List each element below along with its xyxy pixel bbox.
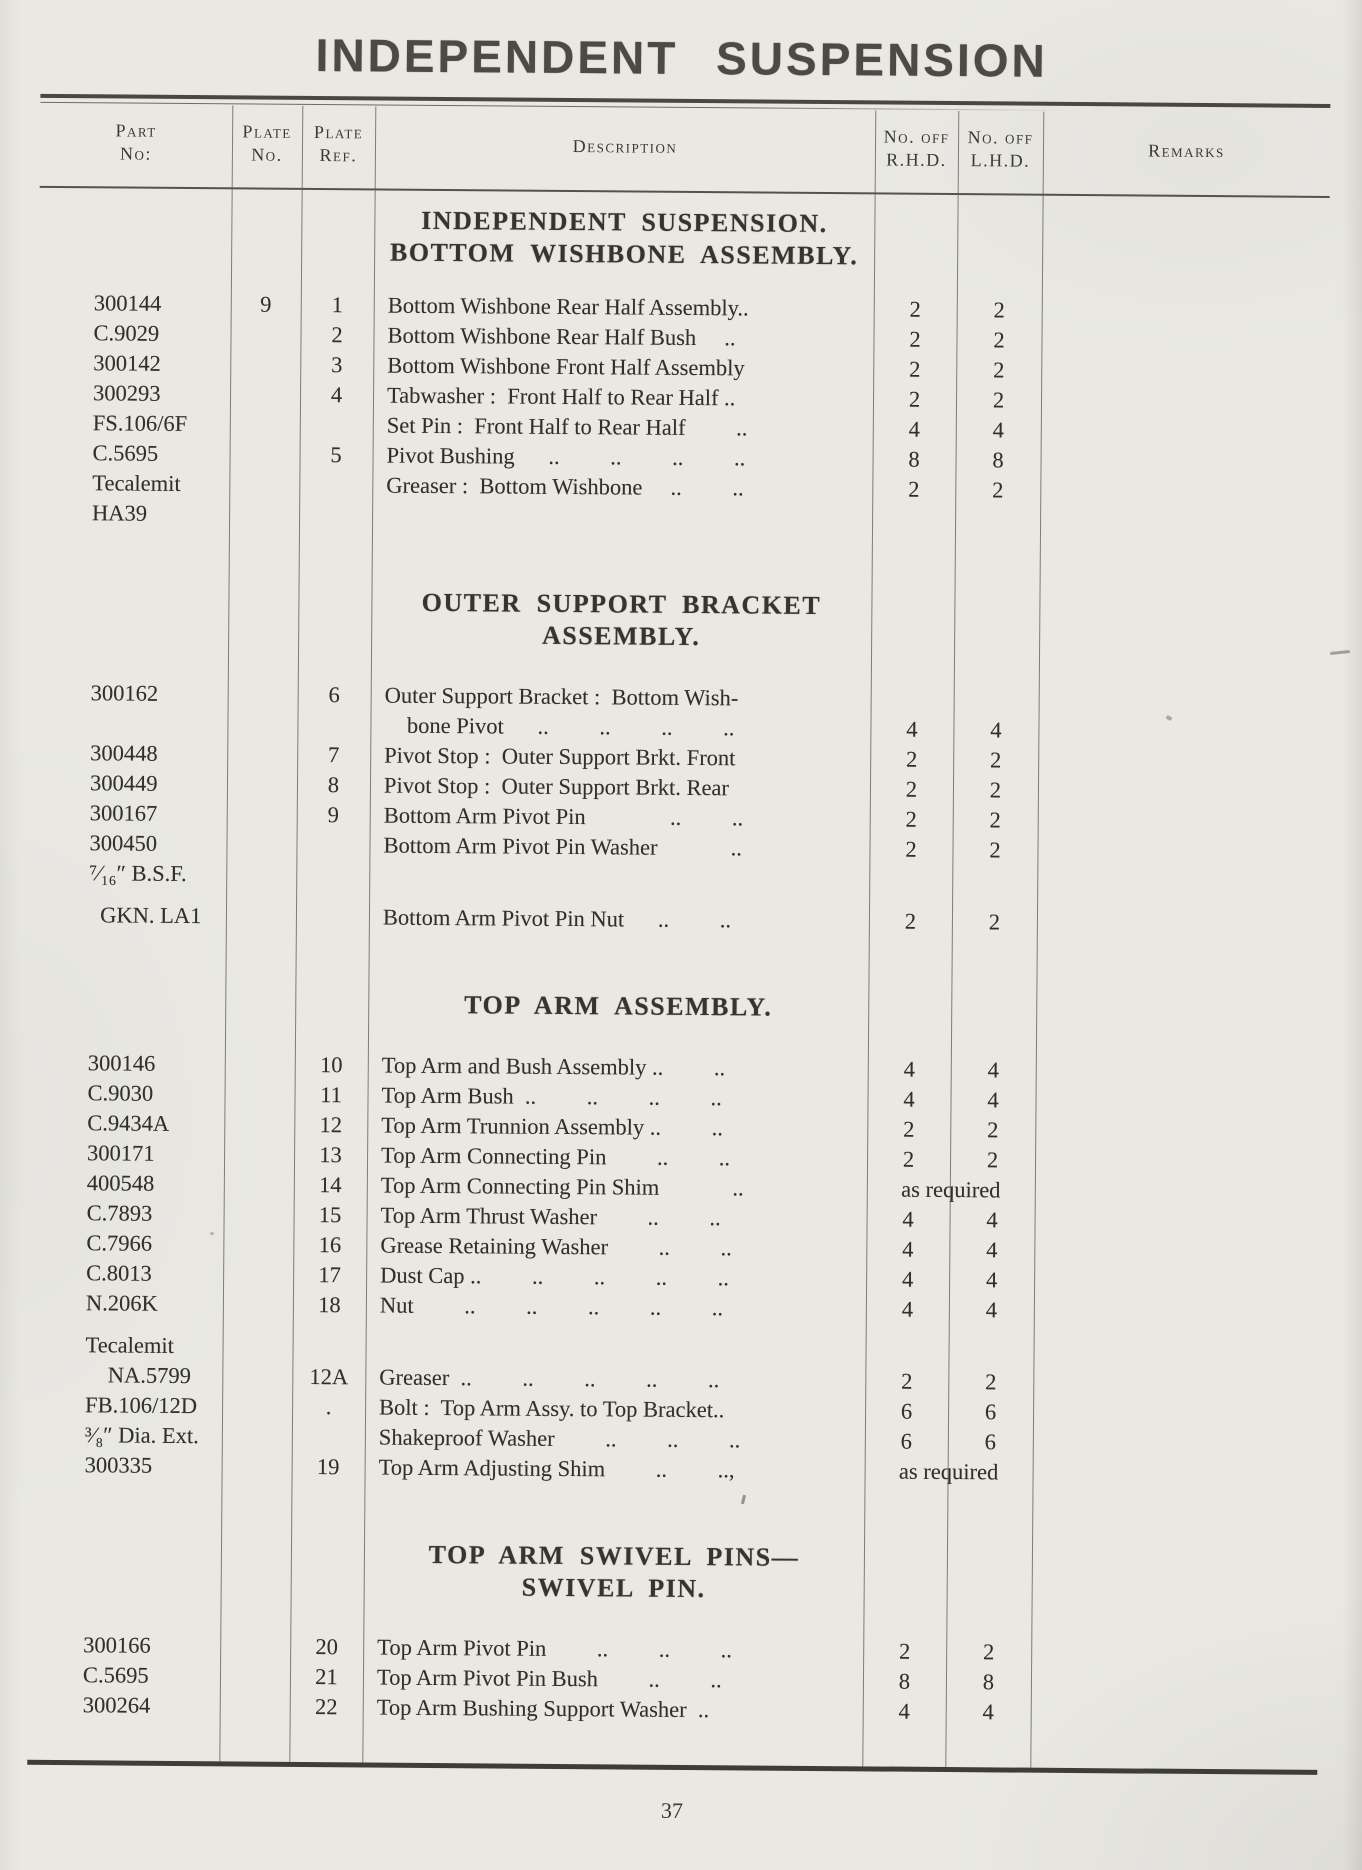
qty-rhd-cell: 4 xyxy=(903,1086,915,1112)
description-cell: Top Arm Pivot Pin Bush .. .. xyxy=(376,1664,722,1693)
part-no-cell: GKN. LA1 xyxy=(88,902,202,929)
remarks-cell xyxy=(1037,836,1324,868)
plate-ref-cell xyxy=(292,1332,365,1363)
remarks-cell xyxy=(1031,1668,1318,1700)
description-cell: Top Arm Thrust Washer .. .. xyxy=(380,1202,721,1231)
qty-rhd-cell: 2 xyxy=(909,356,921,382)
qty-rhd-cell: 8 xyxy=(908,446,920,472)
description-cell: Bottom Arm Pivot Pin Nut .. .. xyxy=(382,904,732,933)
qty-lhd-cell: 8 xyxy=(992,447,1004,473)
remarks-cell xyxy=(1041,416,1328,448)
qty-rhd-cell: 6 xyxy=(900,1428,913,1454)
remarks-cell xyxy=(1041,386,1328,418)
plate-ref-cell: 18 xyxy=(318,1292,341,1318)
plate-no-cell xyxy=(222,1421,292,1452)
description-cell: Dust Cap .. .. .. .. .. xyxy=(380,1262,729,1291)
remarks-cell xyxy=(1038,746,1325,778)
plate-ref-cell: 9 xyxy=(327,802,339,828)
description-cell: Shakeproof Washer .. .. .. xyxy=(378,1424,741,1453)
plate-no-cell xyxy=(230,319,300,350)
remarks-cell xyxy=(1037,866,1324,898)
plate-no-cell xyxy=(224,1109,294,1140)
plate-no-cell xyxy=(224,1139,294,1170)
description-cell: Bottom Arm Pivot Pin .. .. xyxy=(383,802,744,831)
qty-lhd-cell xyxy=(948,1337,1033,1368)
plate-no-cell xyxy=(222,1391,292,1422)
qty-lhd-cell: 4 xyxy=(987,1057,999,1083)
remarks-cell xyxy=(1033,1338,1320,1370)
description-cell: Top Arm Trunnion Assembly .. .. xyxy=(381,1112,724,1141)
plate-no-cell xyxy=(222,1451,292,1482)
remarks-cell xyxy=(1031,1698,1318,1730)
qty-lhd-cell: 6 xyxy=(984,1399,997,1425)
parts-table xyxy=(27,94,1330,1775)
plate-ref-cell: 14 xyxy=(319,1172,342,1198)
part-no-cell: C.9030 xyxy=(87,1080,154,1106)
description-cell: Nut .. .. .. .. .. xyxy=(379,1292,724,1321)
plate-no-cell xyxy=(227,769,297,800)
description-cell: Top Arm Pivot Pin .. .. .. xyxy=(377,1634,733,1663)
part-no-cell: C.7966 xyxy=(86,1230,153,1256)
page-title: INDEPENDENT SUSPENSION xyxy=(315,29,1048,87)
remarks-cell xyxy=(1035,1146,1322,1178)
qty-lhd-cell: 2 xyxy=(989,837,1001,863)
qty-lhd-cell: 2 xyxy=(989,777,1002,803)
plate-no-cell xyxy=(224,1079,294,1110)
qty-rhd-cell: 4 xyxy=(901,1296,914,1322)
plate-no-cell xyxy=(223,1199,293,1230)
qty-span-cell: as required xyxy=(898,1458,999,1485)
plate-ref-cell: 4 xyxy=(330,382,343,408)
plate-no-cell xyxy=(225,1049,295,1080)
qty-rhd-cell: 4 xyxy=(901,1266,914,1292)
qty-lhd-cell: 2 xyxy=(992,477,1004,503)
part-no-cell: 300448 xyxy=(90,740,158,766)
remarks-cell xyxy=(1040,476,1327,538)
plate-no-cell xyxy=(226,859,296,890)
plate-ref-cell: 21 xyxy=(315,1664,338,1690)
plate-ref-cell: 20 xyxy=(315,1634,339,1660)
qty-rhd-cell: 4 xyxy=(908,416,921,442)
plate-ref-cell xyxy=(292,1422,365,1453)
qty-rhd-cell: 6 xyxy=(900,1398,913,1424)
remarks-cell xyxy=(1035,1116,1322,1148)
remarks-cell xyxy=(1034,1296,1321,1328)
qty-rhd-cell: 2 xyxy=(905,836,917,862)
description-cell: Bottom Wishbone Front Half Assembly xyxy=(387,352,745,381)
table-section xyxy=(30,986,1324,1490)
plate-ref-cell xyxy=(296,860,369,891)
description-cell: Top Arm Bushing Support Washer .. xyxy=(376,1694,710,1723)
remarks-cell xyxy=(1035,1086,1322,1118)
qty-rhd-cell: 2 xyxy=(902,1146,915,1172)
plate-ref-cell: 12 xyxy=(319,1112,343,1138)
header-no-off-lhd: No. off L.H.D. xyxy=(967,127,1034,171)
plate-ref-cell: 3 xyxy=(331,352,343,378)
description-cell: Bottom Wishbone Rear Half Bush .. xyxy=(387,322,736,351)
part-no-cell: C.9029 xyxy=(93,320,160,346)
table-header-row xyxy=(40,98,1331,198)
description-cell: Greaser .. .. .. .. .. xyxy=(379,1364,720,1393)
qty-lhd-cell: 2 xyxy=(989,747,1002,773)
description-cell: Pivot Stop : Outer Support Brkt. Rear xyxy=(383,772,730,801)
qty-lhd-cell: 2 xyxy=(993,327,1005,353)
part-no-cell: C.9434A xyxy=(87,1110,170,1136)
remarks-cell xyxy=(1034,1206,1321,1238)
remarks-cell xyxy=(1040,446,1327,478)
qty-lhd-cell: 4 xyxy=(985,1297,998,1323)
table-section xyxy=(37,202,1330,538)
header-plate-ref: Plate Ref. xyxy=(313,121,364,166)
plate-no-cell xyxy=(226,829,296,860)
plate-ref-cell xyxy=(300,410,373,441)
plate-ref-cell: 11 xyxy=(320,1082,342,1108)
table-body xyxy=(27,202,1329,1770)
plate-no-cell xyxy=(230,409,300,440)
description-cell: Bolt : Top Arm Assy. to Top Bracket.. xyxy=(379,1394,725,1423)
plate-ref-cell: 13 xyxy=(319,1142,342,1168)
remarks-cell xyxy=(1038,776,1325,808)
qty-lhd-cell: 2 xyxy=(993,297,1005,323)
header-description: Description xyxy=(572,135,678,157)
header-plate-no: Plate No. xyxy=(242,121,292,165)
plate-ref-cell: 1 xyxy=(331,292,343,318)
remarks-cell xyxy=(1033,1428,1320,1460)
plate-ref-cell: 8 xyxy=(327,772,340,798)
part-no-cell: C.7893 xyxy=(86,1200,153,1226)
remarks-cell xyxy=(1034,1266,1321,1298)
table-row xyxy=(34,900,1324,940)
qty-span-cell: as required xyxy=(901,1176,1001,1203)
part-no-cell: 300293 xyxy=(92,380,161,406)
description-cell: Bottom Arm Pivot Pin Washer .. xyxy=(383,832,743,861)
description-cell: Bottom Wishbone Rear Half Assembly.. xyxy=(387,292,749,321)
remarks-cell xyxy=(1041,356,1328,388)
plate-ref-cell: 15 xyxy=(318,1202,342,1228)
description-cell: Set Pin : Front Half to Rear Half .. xyxy=(386,412,748,441)
plate-no-cell xyxy=(227,739,297,770)
remarks-cell xyxy=(1034,1236,1321,1268)
qty-rhd-cell: 2 xyxy=(905,746,918,772)
plate-ref-cell: 7 xyxy=(328,742,340,768)
plate-no-cell xyxy=(220,1691,290,1722)
qty-lhd-cell: 2 xyxy=(982,1639,995,1665)
qty-rhd-cell: 8 xyxy=(898,1668,911,1694)
section-heading: TOP ARM ASSEMBLY. xyxy=(464,990,773,1022)
part-no-cell: C.5695 xyxy=(82,1662,149,1688)
plate-ref-cell: 5 xyxy=(330,442,342,468)
header-no-off-rhd: No. off R.H.D. xyxy=(883,126,950,170)
description-cell: Tabwasher : Front Half to Rear Half .. xyxy=(386,382,736,411)
qty-rhd-cell: 2 xyxy=(904,908,917,934)
part-no-cell: 300162 xyxy=(90,680,159,706)
part-no-cell: ³⁄₈″ Dia. Ext. xyxy=(84,1422,199,1449)
plate-no-cell xyxy=(223,1259,293,1290)
plate-no-cell xyxy=(222,1331,292,1362)
qty-rhd-cell: 2 xyxy=(909,326,921,352)
part-no-cell: Tecalemit xyxy=(85,1332,175,1358)
part-no-cell: 300167 xyxy=(89,800,158,826)
qty-rhd-cell: 4 xyxy=(906,716,918,742)
part-no-cell: 300166 xyxy=(83,1632,151,1658)
qty-lhd-cell: 6 xyxy=(984,1429,997,1455)
part-no-cell: Tecalemit HA39 xyxy=(92,470,187,526)
qty-lhd-cell: 4 xyxy=(987,1087,999,1113)
part-no-cell: 300144 xyxy=(93,290,162,316)
qty-lhd-cell: 2 xyxy=(989,807,1001,833)
part-no-cell: 300171 xyxy=(86,1140,155,1166)
header-remarks: Remarks xyxy=(1148,140,1225,161)
section-heading: INDEPENDENT SUSPENSION. BOTTOM WISHBONE ASSEMBLY. xyxy=(389,205,859,271)
qty-rhd-cell: 4 xyxy=(902,1206,914,1232)
part-no-cell: 300335 xyxy=(84,1452,153,1478)
description-cell: Grease Retaining Washer .. .. xyxy=(380,1232,732,1261)
remarks-cell xyxy=(1031,1638,1318,1670)
plate-ref-cell: 12A xyxy=(309,1363,349,1390)
qty-rhd-cell: 2 xyxy=(909,296,921,322)
description-cell: Top Arm Bush .. .. .. .. xyxy=(381,1082,722,1111)
remarks-cell xyxy=(1038,806,1325,838)
part-no-cell: FS.106/6F xyxy=(92,410,188,437)
part-no-cell: 300142 xyxy=(93,350,161,376)
description-cell: Top Arm and Bush Assembly .. .. xyxy=(381,1052,726,1081)
qty-lhd-cell: 4 xyxy=(992,417,1005,443)
page-number: 37 xyxy=(660,1797,684,1823)
part-no-cell: FB.106/12D xyxy=(85,1392,198,1419)
qty-lhd-cell: 8 xyxy=(982,1669,995,1695)
description-cell: Top Arm Connecting Pin .. .. xyxy=(380,1142,731,1171)
plate-no-cell xyxy=(222,1361,292,1392)
part-no-cell: N.206K xyxy=(85,1290,158,1316)
qty-rhd-cell: 4 xyxy=(898,1698,910,1724)
description-cell xyxy=(369,860,869,894)
qty-lhd-cell: 4 xyxy=(986,1237,998,1263)
section-heading: OUTER SUPPORT BRACKET ASSEMBLY. xyxy=(421,587,822,652)
part-no-cell: C.8013 xyxy=(86,1260,152,1286)
remarks-cell xyxy=(1036,1056,1323,1088)
remarks-cell xyxy=(1038,686,1325,748)
part-no-cell: 300264 xyxy=(82,1692,151,1718)
plate-ref-cell xyxy=(296,902,369,933)
qty-rhd-cell: 2 xyxy=(908,476,920,502)
plate-no-cell xyxy=(227,679,297,740)
part-no-cell: C.5695 xyxy=(92,440,159,466)
remarks-cell xyxy=(1037,908,1324,940)
plate-no-cell: 9 xyxy=(260,291,272,317)
plate-no-cell xyxy=(227,799,297,830)
qty-lhd-cell: 4 xyxy=(982,1699,994,1725)
qty-rhd-cell xyxy=(869,864,952,895)
plate-ref-cell: 19 xyxy=(316,1454,340,1480)
plate-no-cell xyxy=(230,349,300,380)
qty-lhd-cell: 2 xyxy=(993,357,1005,383)
qty-rhd-cell: 2 xyxy=(903,1116,915,1142)
plate-ref-cell: 22 xyxy=(314,1694,338,1720)
table-row xyxy=(35,678,1325,748)
plate-no-cell xyxy=(230,379,300,410)
qty-rhd-cell: 2 xyxy=(901,1368,913,1394)
qty-rhd-cell: 2 xyxy=(905,776,918,802)
plate-no-cell xyxy=(229,439,299,470)
qty-rhd-cell: 2 xyxy=(898,1638,911,1664)
part-no-cell: 400548 xyxy=(86,1170,155,1196)
qty-lhd-cell: 4 xyxy=(990,717,1002,743)
table-section xyxy=(34,584,1327,940)
remarks-cell xyxy=(1042,296,1329,328)
remarks-cell xyxy=(1035,1176,1322,1208)
plate-ref-cell: 16 xyxy=(318,1232,342,1258)
qty-rhd-cell: 4 xyxy=(902,1236,914,1262)
description-cell: Pivot Bushing .. .. .. .. xyxy=(386,442,746,471)
qty-lhd-cell: 2 xyxy=(992,387,1005,413)
part-no-cell: 300449 xyxy=(89,770,158,796)
qty-rhd-cell xyxy=(865,1336,948,1367)
plate-ref-cell xyxy=(296,830,369,861)
table-section xyxy=(28,1536,1319,1730)
qty-lhd-cell: 4 xyxy=(985,1267,998,1293)
plate-ref-cell: . xyxy=(325,1394,332,1420)
plate-no-cell xyxy=(220,1661,290,1692)
plate-no-cell xyxy=(224,1169,294,1200)
plate-ref-cell: 2 xyxy=(331,322,343,348)
description-cell: Greaser : Bottom Wishbone .. .. xyxy=(386,472,744,501)
description-cell: Pivot Stop : Outer Support Brkt. Front xyxy=(384,742,736,771)
plate-ref-cell: 6 xyxy=(328,682,340,708)
description-cell: Top Arm Adjusting Shim .. .., xyxy=(378,1454,735,1483)
qty-lhd-cell: 2 xyxy=(985,1369,997,1395)
description-cell xyxy=(365,1332,865,1366)
plate-no-cell xyxy=(229,469,299,530)
section-heading: TOP ARM SWIVEL PINS— SWIVEL PIN. xyxy=(428,1539,800,1604)
plate-no-cell xyxy=(226,901,296,932)
header-part-no: Part No: xyxy=(115,120,157,164)
part-no-cell: 300146 xyxy=(87,1050,156,1076)
part-no-cell: 300450 xyxy=(89,830,158,856)
description-cell: Top Arm Connecting Pin Shim .. xyxy=(380,1172,744,1201)
qty-lhd-cell: 2 xyxy=(987,1117,999,1143)
part-no-cell: NA.5799 xyxy=(85,1362,192,1389)
qty-lhd-cell: 2 xyxy=(986,1147,999,1173)
scan-artifact xyxy=(210,1232,214,1235)
plate-no-cell xyxy=(223,1229,293,1260)
description-cell: Outer Support Bracket : Bottom Wish- bone Pivot .. .. .. .. xyxy=(384,682,739,741)
qty-lhd-cell: 2 xyxy=(988,909,1001,935)
qty-rhd-cell: 2 xyxy=(905,806,917,832)
plate-ref-cell xyxy=(299,470,372,531)
remarks-cell xyxy=(1041,326,1328,358)
plate-ref-cell: 17 xyxy=(318,1262,341,1288)
qty-lhd-cell xyxy=(952,865,1037,896)
table-row xyxy=(37,468,1327,538)
remarks-cell xyxy=(1032,1458,1319,1490)
plate-ref-cell: 10 xyxy=(319,1052,343,1078)
plate-no-cell xyxy=(223,1289,293,1320)
qty-lhd-cell: 4 xyxy=(986,1207,998,1233)
scan-skew-wrapper xyxy=(0,26,1362,1830)
remarks-cell xyxy=(1033,1368,1320,1400)
remarks-cell xyxy=(1033,1398,1320,1430)
qty-rhd-cell: 2 xyxy=(908,386,921,412)
part-no-cell: ⁷⁄₁₆″ B.S.F. xyxy=(89,860,187,887)
plate-no-cell xyxy=(220,1631,290,1662)
qty-rhd-cell: 4 xyxy=(903,1056,915,1082)
